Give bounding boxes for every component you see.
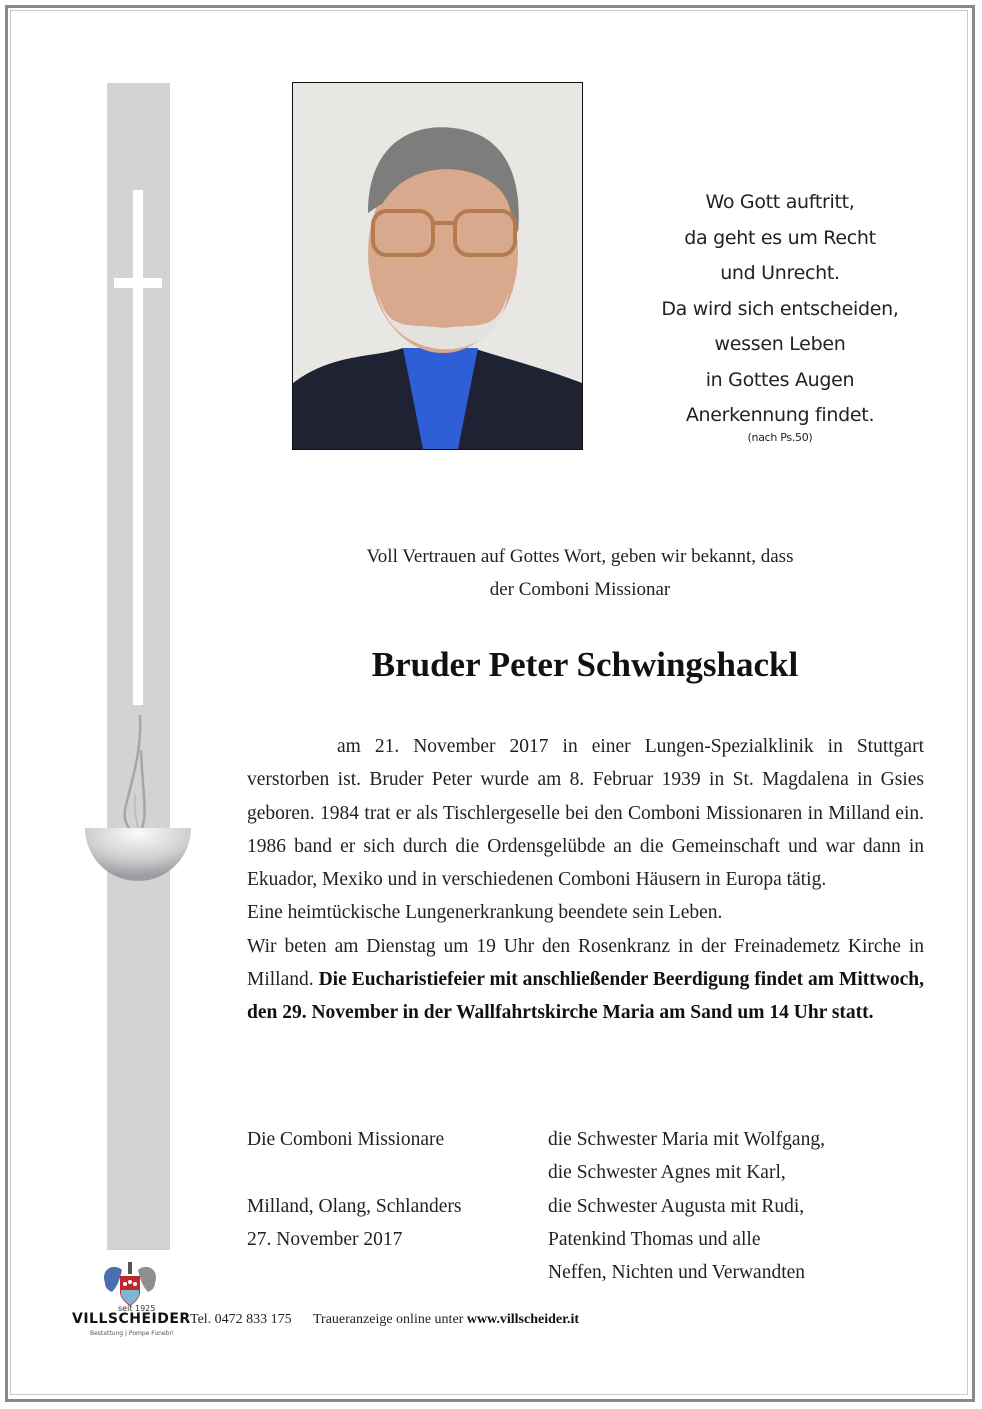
intro-line-2: der Comboni Missionar: [489, 579, 671, 600]
body-paragraph-1: am 21. November 2017 in einer Lungen-Spezialklinik in Stuttgart verstorben ist. Bruder Peter wurde am 8. Februar 1939 in St. Magdalena in Gsies geboren. 1984 trat er als Tischlergeselle bei den Comboni Missionaren in Milland ein. 1986 band er sich durch die Ordensgelübde an die Gemeinschaft und war dann in Ekuador, Mexiko und in verschiedenen Comboni Häusern in Europa tätig.: [247, 736, 924, 891]
body-paragraph-3-regular: Wir beten am Dienstag um 19 Uhr den Rosenkranz in der Freinademetz Kirche in Milland.: [247, 935, 924, 991]
signature-right-line: die Schwester Augusta mit Rudi,: [548, 1195, 805, 1217]
signature-right-line: Neffen, Nichten und Verwandten: [548, 1262, 806, 1284]
signature-left-line: 27. November 2017: [247, 1228, 403, 1250]
logo-name: VILLSCHEIDER: [72, 1311, 191, 1327]
signature-right-line: die Schwester Agnes mit Karl,: [548, 1162, 786, 1184]
logo-subtitle: Bestattung | Pompe Funebri: [90, 1330, 174, 1337]
signature-left-line: Die Comboni Missionare: [247, 1129, 445, 1150]
quote-line: wessen Leben: [714, 333, 846, 355]
deceased-name: Bruder Peter Schwingshackl: [371, 645, 799, 684]
footer-phone: Tel. 0472 833 175: [190, 1312, 292, 1327]
body-paragraph-3: [247, 930, 924, 1030]
signature-right-line: Patenkind Thomas und alle: [548, 1228, 761, 1250]
quote-line: Anerkennung findet.: [685, 404, 875, 426]
cross-icon-horizontal: [114, 278, 162, 288]
funeral-details: Die Eucharistiefeier mit anschließender Beerdigung findet am Mittwoch, den 29. November in der Wallfahrtskirche Maria am Sand um 14 Uhr statt.: [247, 969, 925, 1024]
quote-line: Wo Gott auftritt,: [705, 191, 855, 213]
signature-right-line: die Schwester Maria mit Wolfgang,: [548, 1129, 825, 1150]
quote-line: da geht es um Recht: [684, 226, 876, 249]
quote-source: (nach Ps.50): [747, 430, 813, 444]
signature-left: [247, 1123, 461, 1256]
signature-left-line: [247, 1156, 461, 1189]
quote-line: in Gottes Augen: [705, 368, 855, 391]
portrait-image: [293, 83, 582, 449]
announcement-intro: [270, 540, 890, 606]
signature-left-line: Milland, Olang, Schlanders: [247, 1195, 462, 1217]
website-link[interactable]: www.villscheider.it: [466, 1312, 580, 1327]
candle-bowl-icon: [85, 828, 191, 883]
portrait-photo: [292, 82, 583, 450]
cross-icon-vertical: [133, 190, 143, 705]
footer-online-label: Traueranzeige online unter: [313, 1312, 467, 1327]
coat-of-arms-icon: [100, 1258, 160, 1308]
quote-line: und Unrecht.: [720, 262, 840, 284]
signature-right: [548, 1123, 825, 1289]
quote-line: Da wird sich entscheiden,: [661, 297, 899, 320]
logo-since: seit 1925: [118, 1304, 156, 1313]
intro-line-1: Voll Vertrauen auf Gottes Wort, geben wir bekannt, dass: [366, 546, 794, 567]
obituary-body: [247, 730, 924, 1030]
body-paragraph-2: Eine heimtückische Lungenerkrankung beendete sein Leben.: [247, 902, 723, 924]
bible-quote: [640, 185, 920, 446]
footer-online: [313, 1312, 579, 1328]
